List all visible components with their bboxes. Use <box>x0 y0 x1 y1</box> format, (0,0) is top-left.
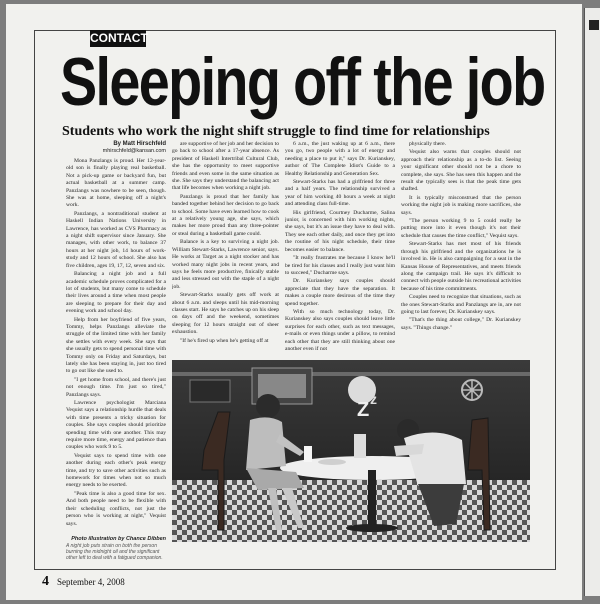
article-paragraph: "If he's fired up when he's getting off at <box>180 337 269 344</box>
article-paragraph: physically there. <box>409 141 446 147</box>
article-paragraph: Mona Panzlangs is proud. Her 12-year-old son is finally playing real basketball. Not a pick-up game or backyard fun, but actual basketball at a summer camp. Panzlangs was nowhere to be seen, though. She was at home, sleeping off a night's work. <box>66 158 166 209</box>
article-column-1 <box>66 158 166 528</box>
article-paragraph: Dr. Kurianskey says couples should appreciate that they have the separation. It makes a couple more desirous of the time they spend together. <box>285 278 395 307</box>
article-paragraph: Help from her boyfriend of five years, Tommy, helps Panzlangs alleviate the struggle of the limited time with her family she settles with every week. She says that she usually gets to spend personal time with Tommy only on Friday and Saturdays, but lately she has been staying in, just too tired to go out like she used to. <box>66 316 166 375</box>
article-paragraph: 6 a.m., the just waking up at 6 a.m., there you go, two people with a lot of energy and needing a place to put it," says Dr. Kurianskey, author of The Complete Idiot's Guide to a Healthy Relationship and Generation Sex. <box>285 141 395 177</box>
article-paragraph: "It really frustrates me because I know he'll be tired for his classes and I really just want him to succeed," Ducharme says. <box>285 255 395 276</box>
photo-credit: Photo illustration by Chance Dibben <box>71 536 166 542</box>
page-footer <box>42 572 125 590</box>
byline-email: mhirschfeld@kansan.com <box>102 148 166 154</box>
article-paragraph: It is typically misconstrued that the person working the night job is making more sacrifices, she says. <box>401 194 521 216</box>
headline: Sleeping off the job <box>60 44 545 120</box>
article-paragraph: Vequist also warns that couples should not approach their relationship as a to-do list. Seeing your significant other should not be a chore to complete, she says. She has seen this happen and the result she typically sees is that the peak time gets shafted. <box>401 149 521 193</box>
article-paragraph: Balance is a key to surviving a night job. William Stewart-Starks, Lawrence senior, says. He works at Target as a night stocker and has worked many night jobs in recent years, and says he feels more productive, finically stable and less stressed out with the staple of a night job. <box>172 239 279 290</box>
article-paragraph: Stewart-Starks has had a girlfriend for three and a half years. The relationship survived a year of him working 40 hours a week at night and attending class full-time. <box>285 179 395 208</box>
article-paragraph: "That's the thing about college," Dr. Kurianskey says. "Things change." <box>401 317 521 331</box>
article-column-4 <box>401 141 521 359</box>
subhead: Students who work the night shift struggle to find time for relationships <box>62 124 490 139</box>
byline-author: By Matt Hirschfeld <box>113 141 166 147</box>
article-paragraph: Stewart-Starks usually gets off work at about 6 a.m. and sleeps until his mid-morning classes start. He says he catches up on his sleep on days off and the weekend, sometimes sleeping for 12 hours straight out of sheer exhaustion. <box>172 292 279 336</box>
article-paragraph: His girlfriend, Courtney Ducharme, Salina junior, is concerned with him working nights, she says, but it's an issue they have to deal with. They see each other daily, and once they get into the routine of his night schedule, their time becomes easier to balance. <box>285 209 395 253</box>
article-paragraph: With so much technology today, Dr. Kurianskey also says couples should leave little surprises for each other, such as text messages, e-mails or even things under a pillow, to remind each other that they are still thinking about one another even if not <box>285 308 395 352</box>
article-paragraph: are supportive of her job and her decision to go back to school after a 17-year absence. As president of Haskell Intertribal Cultural Club, she has the opportunity to meet supportive friends and even some in the same situation as she. She says they understand the balancing act that life becomes when working a night job. <box>172 141 279 192</box>
article-column-2 <box>172 141 279 359</box>
diner-scene-image <box>172 360 530 542</box>
adjacent-page-mark <box>589 20 599 30</box>
svg-text:Z: Z <box>357 399 370 421</box>
adjacent-page-edge <box>584 8 600 596</box>
issue-date: September 4, 2008 <box>57 577 125 587</box>
article-paragraph: Panzlangs is proud that her family has banded together behind her decision to go back to school. Some have even learned how to cook at a relatively young age, she says, which makes her more proud than any three-pointer or steal during a basketball game could. <box>172 193 279 237</box>
article-paragraph: Stewart-Starks has met most of his friends through his girlfriend and the organizations he is involved in. He is also campaigning for a seat in the Kansas House of Representatives, and meets friends along the campaign trail. He says it's difficult to connect with people outside his recreational activities because of his time commitments. <box>401 241 521 292</box>
page-number: 4 <box>42 574 49 589</box>
svg-text:z: z <box>370 391 377 407</box>
article-paragraph: Balancing a night job and a full academic schedule proves complicated for a lot of students, but many come to schedule their lives around a time when most people are sleeping to prepare for their day and evening work and school day. <box>66 271 166 315</box>
article-paragraph: Lawrence psychologist Marciana Vequist says a relationship hurdle that deals with time presents a tricky situation for couples. She says couples should prioritize spending time with one another. This may require more time, energy and patience than couples who work 9 to 5. <box>66 400 166 451</box>
article-paragraph: "I get home from school, and there's just not enough time. I'm just so tired," Panzlangs says. <box>66 376 166 398</box>
article-paragraph: Vequist says to spend time with one another during each other's peak energy time, and try to save other activities such as homework for times when not so much energy needs to be exerted. <box>66 452 166 489</box>
photo-illustration <box>172 360 530 542</box>
byline <box>66 141 166 155</box>
section-tag: CONTACT <box>90 31 148 45</box>
newspaper-page <box>6 4 582 600</box>
article-paragraph: Panzlangs, a nontraditional student at Haskell Indian Nations University in Lawrence, has worked as CVS Pharmacy as a night shift supervisor since January. She manages, with other work, to balance 37 hours at her night job, 14 hours of work-study and 12 hours of school. She also has five children, ages 19, 17, 12, seven and six. <box>66 210 166 269</box>
article-paragraph: "The person working 9 to 5 could really be putting more into it even though it's not their schedule that causes the time conflict," Vequist says. <box>401 218 521 239</box>
photo-credit-block <box>66 536 166 561</box>
article-paragraph: Couples need to recognize that situations, such as the ones Stewart-Starks and Panzlangs are in, are not going to last forever, Dr. Kurianskey says. <box>401 294 521 315</box>
photo-caption: A night job puts strain on both the person burning the midnight oil and the significant other left to deal with a fatigued companion. <box>66 543 163 561</box>
article-column-3 <box>285 141 395 359</box>
article-paragraph: "Peak time is also a good time for sex. And both people need to be flexible with their scheduling conflicts, not just the person who is working at night," Vequist says. <box>66 490 166 527</box>
